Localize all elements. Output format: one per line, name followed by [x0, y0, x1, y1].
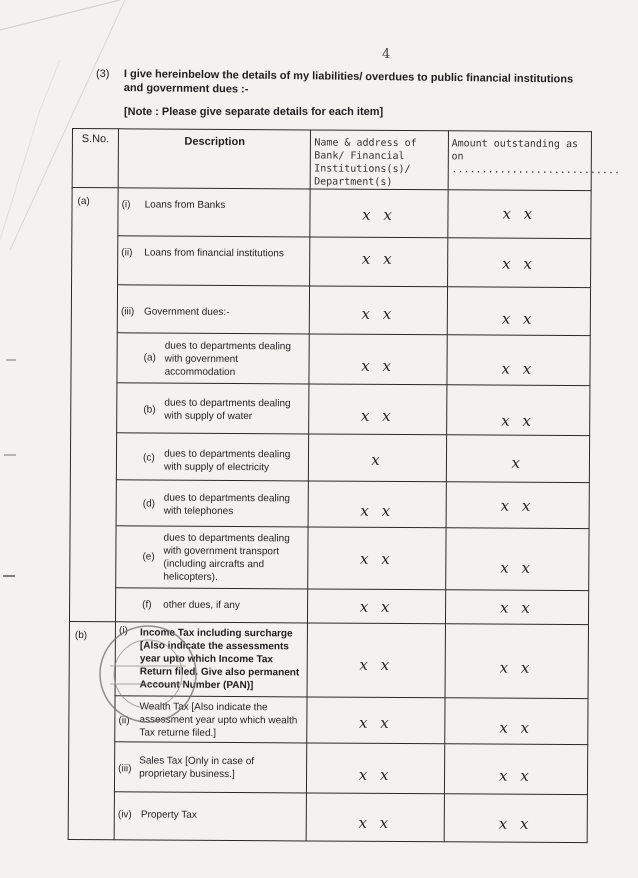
- cross-mark: x: [511, 453, 525, 472]
- row-description: [118, 188, 311, 237]
- row-text: Loans from financial institutions: [144, 247, 284, 260]
- row-description: [117, 285, 310, 334]
- row-description: [116, 480, 309, 527]
- group-label-b: (b): [68, 621, 115, 839]
- name-cell: [309, 434, 447, 482]
- row-text: Sales Tax [Only in case of proprietary business.]: [139, 755, 255, 781]
- cross-mark: x x: [499, 658, 534, 677]
- table-row: [70, 525, 589, 590]
- table-row: [70, 479, 589, 528]
- cross-mark: x x: [361, 249, 396, 268]
- cross-mark: x x: [498, 766, 533, 785]
- table-row: [68, 791, 587, 842]
- row-number: (c): [143, 452, 155, 464]
- amount-cell: [444, 794, 588, 843]
- section-number: (3): [96, 68, 110, 80]
- row-text: dues to departments dealing with telephones: [163, 492, 291, 517]
- amount-cell: [448, 190, 592, 239]
- cross-mark: x x: [358, 765, 393, 784]
- row-description: [116, 433, 309, 481]
- row-number: (f): [142, 599, 152, 611]
- amount-cell: [445, 624, 589, 699]
- section-note: [Note : Please give separate details for each item]: [124, 106, 384, 118]
- amount-cell: [447, 238, 591, 288]
- section-heading: I give hereinbelow the details of my liabilities/ overdues to public financial institutions and government dues :-: [123, 67, 574, 96]
- row-number: (b): [143, 404, 156, 416]
- amount-cell: [445, 528, 589, 591]
- row-number: (i): [118, 625, 128, 637]
- cross-mark: x x: [362, 205, 396, 224]
- table-row: [69, 621, 588, 698]
- row-number: (i): [121, 199, 131, 211]
- amount-cell: [444, 744, 588, 795]
- table-row: [69, 695, 588, 744]
- cross-mark: x x: [359, 597, 394, 616]
- header-description: Description: [118, 129, 311, 189]
- row-number: (ii): [121, 247, 133, 259]
- row-text: Income Tax including surcharge [Also indicate the assessments year upto which Income Tax Return filed. Give also permanent Account Number (PAN)]: [139, 627, 300, 692]
- header-amount: Amount outstanding as on ............................: [448, 131, 592, 191]
- name-cell: [307, 743, 445, 794]
- name-cell: [308, 589, 445, 624]
- amount-cell: [447, 335, 591, 386]
- cross-mark: x x: [360, 549, 394, 568]
- row-description: [118, 236, 311, 286]
- cross-mark: x x: [360, 501, 395, 520]
- row-description: [114, 792, 307, 841]
- table-row: [69, 587, 588, 624]
- cross-mark: x x: [358, 813, 393, 832]
- cross-mark: x x: [499, 718, 534, 737]
- row-text: dues to departments dealing with supply of electricity: [163, 448, 291, 474]
- row-text: Property Tax: [140, 809, 197, 821]
- amount-cell: [444, 698, 588, 745]
- group-label-a: (a): [69, 188, 118, 622]
- table-header-row: [72, 129, 591, 191]
- name-cell: [310, 237, 448, 287]
- cross-mark: x x: [501, 411, 535, 430]
- table-row: [70, 432, 589, 482]
- row-text: dues to departments dealing with government transport (including aircrafts and helicopters).: [163, 532, 290, 583]
- row-description: [115, 622, 308, 697]
- name-cell: [309, 384, 447, 435]
- cross-mark: x x: [361, 304, 396, 323]
- cross-mark: x x: [359, 713, 393, 732]
- cross-mark: x x: [501, 309, 536, 328]
- row-number: (iv): [117, 809, 132, 821]
- table-row: [71, 382, 590, 435]
- cross-mark: x x: [361, 356, 396, 375]
- table-row: [72, 188, 591, 239]
- name-cell: [307, 623, 445, 698]
- amount-cell: [446, 435, 590, 483]
- name-cell: [310, 286, 448, 335]
- cross-mark: x x: [500, 598, 534, 617]
- name-cell: [307, 697, 445, 744]
- cross-mark: x x: [502, 204, 537, 223]
- cross-mark: x x: [501, 359, 536, 378]
- row-text: Government dues:-: [143, 306, 230, 318]
- cross-mark: x x: [498, 814, 533, 833]
- table-row: [68, 741, 587, 794]
- row-text: Loans from Banks: [144, 199, 226, 211]
- row-text: other dues, if any: [163, 599, 240, 612]
- row-description: [116, 526, 309, 589]
- row-number: (d): [142, 498, 156, 510]
- row-description: [115, 742, 308, 793]
- cross-mark: x x: [502, 254, 536, 273]
- name-cell: [309, 481, 447, 528]
- name-cell: [308, 527, 446, 590]
- cross-mark: x x: [360, 406, 395, 425]
- row-description: [116, 588, 309, 623]
- name-cell: [307, 793, 445, 842]
- row-description: [117, 383, 310, 434]
- cross-mark: x: [371, 450, 384, 469]
- amount-cell: [447, 287, 591, 336]
- header-name-address: Name & address of Bank/ Financial Institutions(s)/ Department(s): [311, 130, 449, 190]
- amount-cell: [445, 590, 589, 625]
- liabilities-table: [68, 128, 621, 843]
- amount-cell: [446, 385, 590, 436]
- row-number: (iii): [118, 763, 132, 775]
- row-text: Wealth Tax [Also indicate the assessment year upto which wealth Tax returne filed.]: [139, 701, 298, 739]
- name-cell: [310, 189, 448, 238]
- name-cell: [309, 334, 447, 385]
- row-text: dues to departments dealing with government accommodation: [164, 340, 291, 379]
- amount-cell: [446, 482, 590, 529]
- table-row: [71, 332, 590, 385]
- cross-mark: x x: [500, 496, 535, 515]
- cross-mark: x x: [500, 558, 535, 577]
- page-number: 4: [382, 47, 391, 62]
- row-number: (e): [142, 551, 155, 563]
- row-number: (ii): [118, 715, 130, 727]
- row-number: (iii): [120, 306, 135, 318]
- header-sno: S.No.: [72, 129, 118, 188]
- table-row: [72, 236, 591, 288]
- row-description: [115, 696, 308, 743]
- row-number: (a): [143, 352, 156, 364]
- row-text: dues to departments dealing with supply of water: [164, 397, 291, 423]
- cross-mark: x x: [359, 655, 394, 674]
- table-row: [71, 285, 590, 336]
- row-description: [117, 333, 310, 384]
